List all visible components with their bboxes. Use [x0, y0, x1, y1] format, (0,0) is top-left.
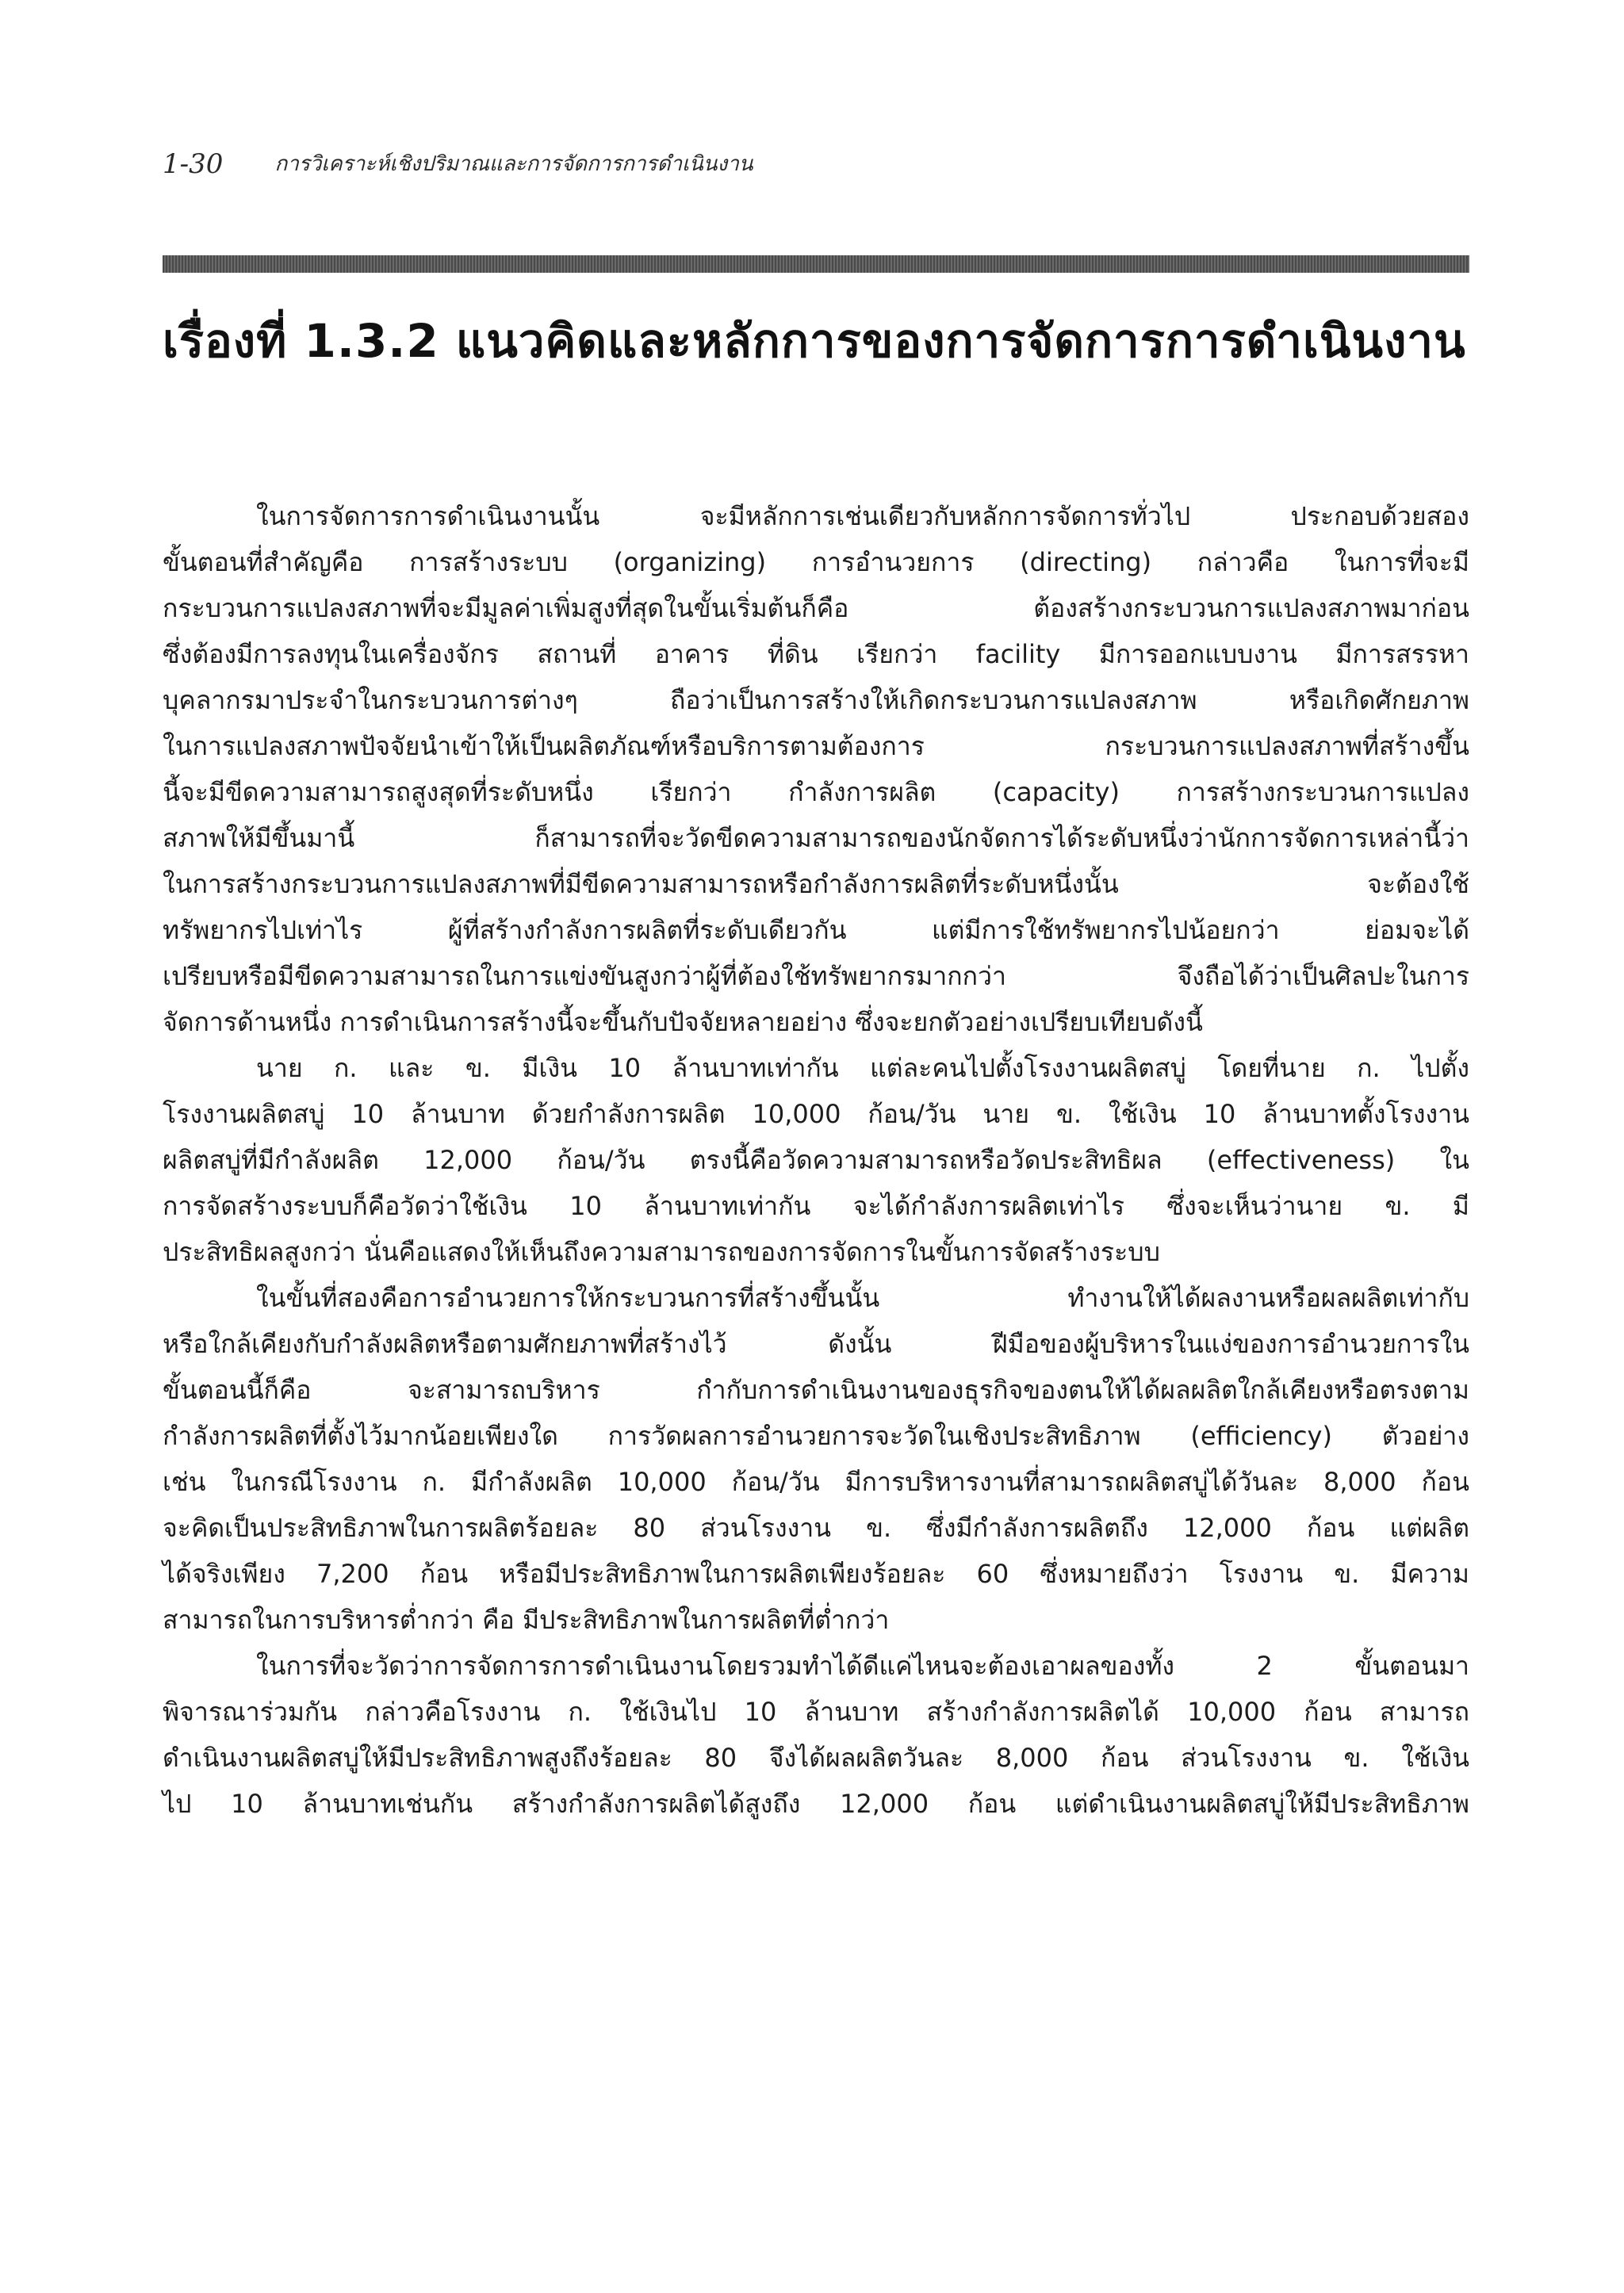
- text-line: ได้จริงเพียง 7,200 ก้อน หรือมีประสิทธิภาพในการผลิตเพียงร้อยละ 60 ซึ่งหมายถึงว่า โรงงาน ข. มีความ: [163, 1559, 1469, 1589]
- text-line: ในการจัดการการดำเนินงานนั้น จะมีหลักการเช่นเดียวกับหลักการจัดการทั่วไป ประกอบด้วยสอง: [256, 501, 1469, 531]
- paragraph-2: [163, 1045, 1469, 1275]
- text-line: นี้จะมีขีดความสามารถสูงสุดที่ระดับหนึ่ง เรียกว่า กำลังการผลิต (capacity) การสร้างกระบวนการแปลง: [163, 777, 1469, 807]
- text-line: ในการที่จะวัดว่าการจัดการการดำเนินงานโดยรวมทำได้ดีแค่ไหนจะต้องเอาผลของทั้ง 2 ขั้นตอนมา: [256, 1651, 1469, 1681]
- text-line: การจัดสร้างระบบก็คือวัดว่าใช้เงิน 10 ล้านบาทเท่ากัน จะได้กำลังการผลิตเท่าไร ซึ่งจะเห็นว่านาย ข. มี: [163, 1191, 1469, 1221]
- text-line: ซึ่งต้องมีการลงทุนในเครื่องจักร สถานที่ อาคาร ที่ดิน เรียกว่า facility มีการออกแบบงาน มีการสรรหา: [163, 639, 1470, 669]
- text-line: สามารถในการบริหารต่ำกว่า คือ มีประสิทธิภาพในการผลิตที่ต่ำกว่า: [163, 1605, 890, 1635]
- text-line: ขั้นตอนนี้ก็คือ จะสามารถบริหาร กำกับการดำเนินงานของธุรกิจของตนให้ได้ผลผลิตใกล้เคียงหรือตรงตาม: [163, 1375, 1469, 1405]
- text-line: หรือใกล้เคียงกับกำลังผลิตหรือตามศักยภาพที่สร้างไว้ ดังนั้น ฝีมือของผู้บริหารในแง่ของการอำนวยการใน: [163, 1329, 1469, 1359]
- text-line: ขั้นตอนที่สำคัญคือ การสร้างระบบ (organizing) การอำนวยการ (directing) กล่าวคือ ในการที่จะมี: [163, 547, 1469, 577]
- paragraph-3: [163, 1275, 1469, 1643]
- text-line: กระบวนการแปลงสภาพที่จะมีมูลค่าเพิ่มสูงที่สุดในขั้นเริ่มต้นก็คือ ต้องสร้างกระบวนการแปลงสภาพมาก่อน: [163, 593, 1469, 623]
- text-line: ดำเนินงานผลิตสบู่ให้มีประสิทธิภาพสูงถึงร้อยละ 80 จึงได้ผลผลิตวันละ 8,000 ก้อน ส่วนโรงงาน ข. ใช้เงิน: [163, 1743, 1469, 1773]
- text-line: เปรียบหรือมีขีดความสามารถในการแข่งขันสูงกว่าผู้ที่ต้องใช้ทรัพยากรมากกว่า จึงถือได้ว่าเป็นศิลปะในการ: [163, 961, 1469, 991]
- text-line: พิจารณาร่วมกัน กล่าวคือโรงงาน ก. ใช้เงินไป 10 ล้านบาท สร้างกำลังการผลิตได้ 10,000 ก้อน สามารถ: [163, 1697, 1469, 1727]
- book-title: การวิเคราะห์เชิงปริมาณและการจัดการการดำเนินงาน: [274, 152, 753, 176]
- text-line: ไป 10 ล้านบาทเช่นกัน สร้างกำลังการผลิตได้สูงถึง 12,000 ก้อน แต่ดำเนินงานผลิตสบู่ให้มีประสิทธิภาพ: [163, 1789, 1469, 1819]
- text-line: ทรัพยากรไปเท่าไร ผู้ที่สร้างกำลังการผลิตที่ระดับเดียวกัน แต่มีการใช้ทรัพยากรไปน้อยกว่า ย่อมจะได้: [163, 915, 1469, 945]
- paragraph-4: [163, 1643, 1469, 1827]
- text-line: บุคลากรมาประจำในกระบวนการต่างๆ ถือว่าเป็นการสร้างให้เกิดกระบวนการแปลงสภาพ หรือเกิดศักยภาพ: [163, 685, 1469, 715]
- text-line: จัดการด้านหนึ่ง การดำเนินการสร้างนี้จะขึ้นกับปัจจัยหลายอย่าง ซึ่งจะยกตัวอย่างเปรียบเทียบดังนี้: [163, 1007, 1203, 1037]
- section-heading: เรื่องที่ 1.3.2 แนวคิดและหลักการของการจัดการการดำเนินงาน: [163, 314, 1466, 368]
- text-line: โรงงานผลิตสบู่ 10 ล้านบาท ด้วยกำลังการผลิต 10,000 ก้อน/วัน นาย ข. ใช้เงิน 10 ล้านบาทตั้งโรงงาน: [163, 1099, 1469, 1129]
- text-line: สภาพให้มีขึ้นมานี้ ก็สามารถที่จะวัดขีดความสามารถของนักจัดการได้ระดับหนึ่งว่านักการจัดการเหล่านี้ว่า: [163, 823, 1469, 853]
- text-line: จะคิดเป็นประสิทธิภาพในการผลิตร้อยละ 80 ส่วนโรงงาน ข. ซึ่งมีกำลังการผลิตถึง 12,000 ก้อน แต่ผลิต: [163, 1513, 1469, 1543]
- text-line: กำลังการผลิตที่ตั้งไว้มากน้อยเพียงใด การวัดผลการอำนวยการจะวัดในเชิงประสิทธิภาพ (efficiency) ตัวอย่าง: [163, 1421, 1469, 1451]
- text-line: ในการสร้างกระบวนการแปลงสภาพที่มีขีดความสามารถหรือกำลังการผลิตที่ระดับหนึ่งนั้น จะต้องใช้: [163, 869, 1469, 899]
- running-header: [163, 147, 1511, 195]
- text-line: ผลิตสบู่ที่มีกำลังผลิต 12,000 ก้อน/วัน ตรงนี้คือวัดความสามารถหรือวัดประสิทธิผล (effectiveness) ใน: [163, 1145, 1469, 1175]
- body-text: [163, 493, 1469, 1827]
- text-line: เช่น ในกรณีโรงงาน ก. มีกำลังผลิต 10,000 ก้อน/วัน มีการบริหารงานที่สามารถผลิตสบู่ได้วันละ 8,000 ก้อน: [163, 1467, 1469, 1497]
- text-line: ในขั้นที่สองคือการอำนวยการให้กระบวนการที่สร้างขึ้นนั้น ทำงานให้ได้ผลงานหรือผลผลิตเท่ากับ: [256, 1283, 1469, 1313]
- text-line: ประสิทธิผลสูงกว่า นั่นคือแสดงให้เห็นถึงความสามารถของการจัดการในขั้นการจัดสร้างระบบ: [163, 1237, 1160, 1267]
- text-line: ในการแปลงสภาพปัจจัยนำเข้าให้เป็นผลิตภัณฑ์หรือบริการตามต้องการ กระบวนการแปลงสภาพที่สร้างขึ้น: [163, 731, 1469, 761]
- paragraph-1: [163, 493, 1469, 1045]
- text-line: นาย ก. และ ข. มีเงิน 10 ล้านบาทเท่ากัน แต่ละคนไปตั้งโรงงานผลิตสบู่ โดยที่นาย ก. ไปตั้ง: [256, 1053, 1469, 1083]
- heading-divider-bar: [163, 255, 1469, 273]
- page-number: 1-30: [163, 147, 224, 180]
